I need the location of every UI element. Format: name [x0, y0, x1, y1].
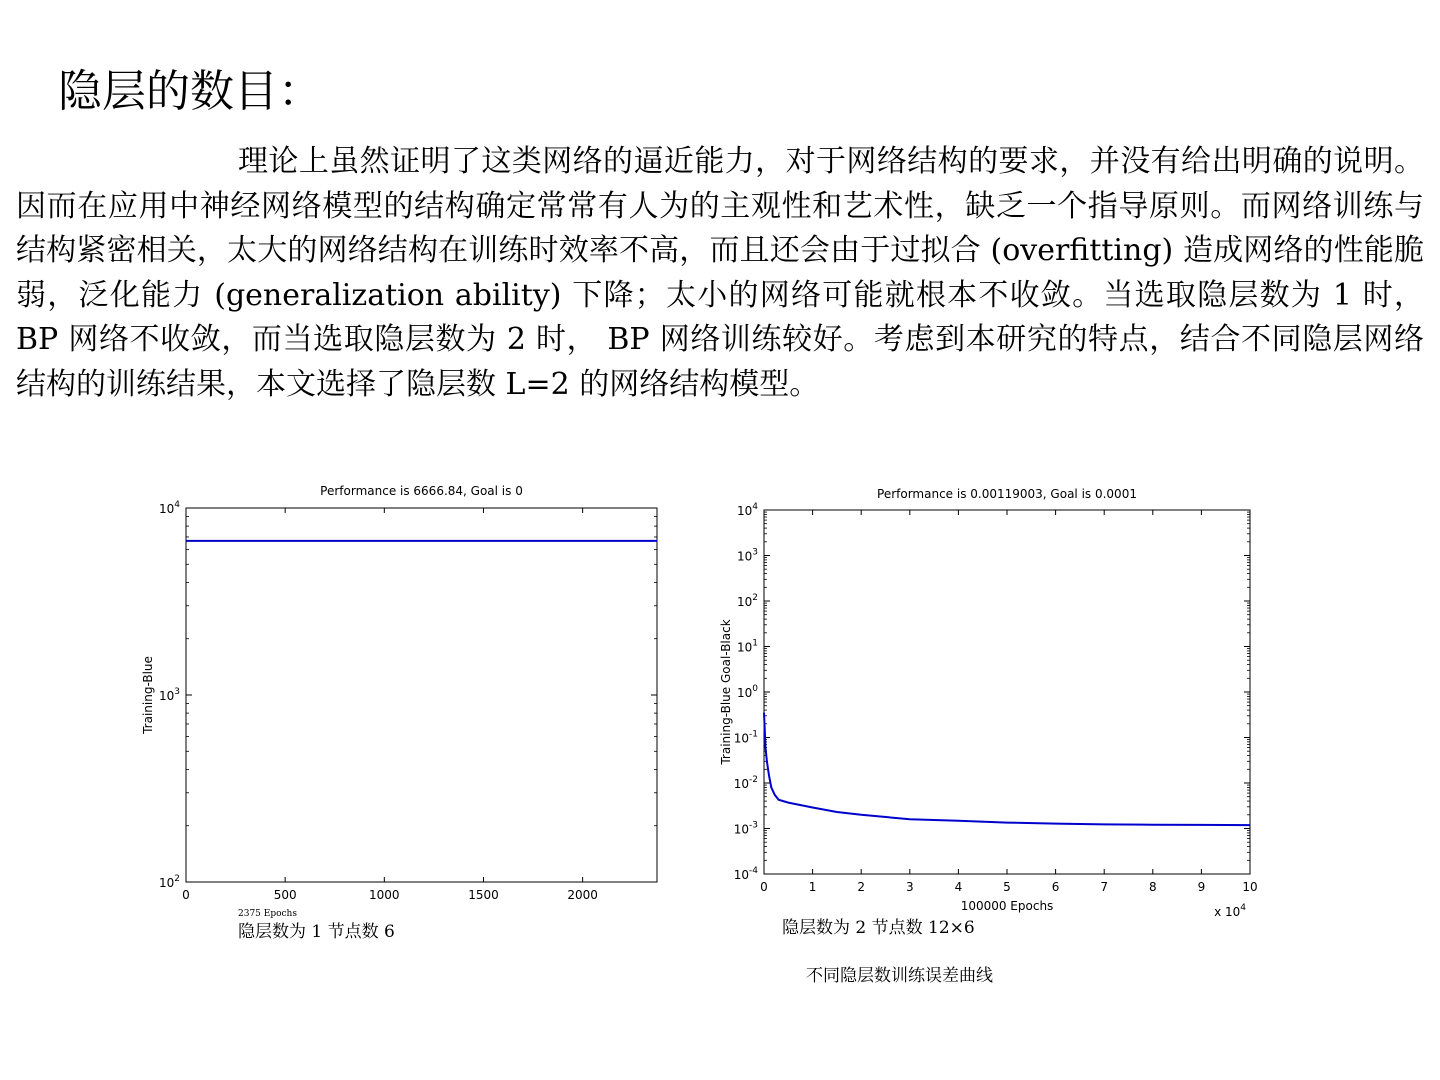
chart2-x-tick-label: 0 — [760, 880, 768, 894]
chart-hidden-layer-1 — [130, 476, 670, 916]
chart1-y-tick-label: $10^4$ — [158, 500, 180, 516]
chart2-x-tick-label: 5 — [1003, 880, 1011, 894]
chart2-y-tick-label: $10^0$ — [736, 684, 758, 700]
chart1-y-tick-label: $10^2$ — [158, 874, 180, 890]
chart2-y-axis-label: Training-Blue Goal-Black — [719, 619, 733, 765]
chart1-x-tick-label: 0 — [182, 888, 190, 902]
chart1-x-tick-label: 1500 — [468, 888, 499, 902]
chart2-series-line — [764, 713, 1250, 825]
chart2-x-axis-label: 100000 Epochs — [960, 899, 1054, 913]
chart1-caption: 隐层数为 1 节点数 6 — [238, 922, 395, 942]
chart2-caption: 隐层数为 2 节点数 12×6 — [782, 918, 975, 938]
chart2-y-tick-label: $10^{-4}$ — [733, 866, 758, 882]
chart2-x-tick-label: 2 — [857, 880, 866, 894]
body-paragraph: 理论上虽然证明了这类网络的逼近能力，对于网络结构的要求，并没有给出明确的说明。因而在应用中神经网络模型的结构确定常常有人为的主观性和艺术性，缺乏一个指导原则。而网络训练与结构紧密相关，太大的网络结构在训练时效率不高，而且还会由于过拟合 (overfitting) 造成网络的性能脆弱，泛化能力 (generalization ability) 下降；太小的网络可能就根本不收敛。当选取隐层数为 1 时， BP 网络不收敛，而当选取隐层数为 2 时， BP 网络训练较好。考虑到本研究的特点，结合不同隐层网络结构的训练结果，本文选择了隐层数 L=2 的网络结构模型。 — [16, 144, 1424, 402]
chart2-x-tick-label: 4 — [954, 880, 963, 894]
chart2-x-tick-label: 7 — [1100, 880, 1109, 894]
chart-hidden-layer-2 — [700, 480, 1270, 920]
chart2-x-multiplier: x $10^4$ — [1214, 903, 1246, 919]
chart2-plot-frame — [764, 510, 1250, 874]
chart2-x-tick-label: 8 — [1148, 880, 1157, 894]
chart2-x-tick-label: 3 — [905, 880, 914, 894]
chart1-epochs-note: 2375 Epochs — [238, 909, 297, 919]
chart2-y-tick-label: $10^{-1}$ — [733, 729, 758, 746]
chart2-title: Performance is 0.00119003, Goal is 0.0001 — [877, 487, 1137, 501]
chart1-y-axis-label: Training-Blue — [141, 656, 155, 734]
chart2-y-tick-label: $10^2$ — [736, 593, 758, 609]
chart1-y-tick-label: $10^3$ — [158, 687, 180, 703]
chart2-y-tick-label: $10^{-3}$ — [733, 820, 758, 837]
chart2-y-tick-label: $10^4$ — [736, 502, 758, 518]
chart1-x-tick-label: 1000 — [369, 888, 400, 902]
chart1-title: Performance is 6666.84, Goal is 0 — [320, 484, 523, 498]
chart1-x-tick-label: 2000 — [567, 888, 598, 902]
chart1-x-tick-label: 500 — [273, 888, 297, 902]
chart2-y-tick-label: $10^{-2}$ — [733, 775, 758, 791]
chart2-y-tick-label: $10^1$ — [736, 638, 758, 655]
figure-caption: 不同隐层数训练误差曲线 — [806, 966, 993, 986]
chart2-x-tick-label: 1 — [808, 880, 817, 894]
chart2-x-tick-label: 10 — [1242, 880, 1258, 894]
chart2-x-tick-label: 9 — [1197, 880, 1206, 894]
chart2-y-tick-label: $10^3$ — [736, 547, 758, 564]
slide-title: 隐层的数目： — [58, 66, 322, 117]
chart1-plot-frame — [186, 508, 657, 882]
chart2-x-tick-label: 6 — [1051, 880, 1060, 894]
